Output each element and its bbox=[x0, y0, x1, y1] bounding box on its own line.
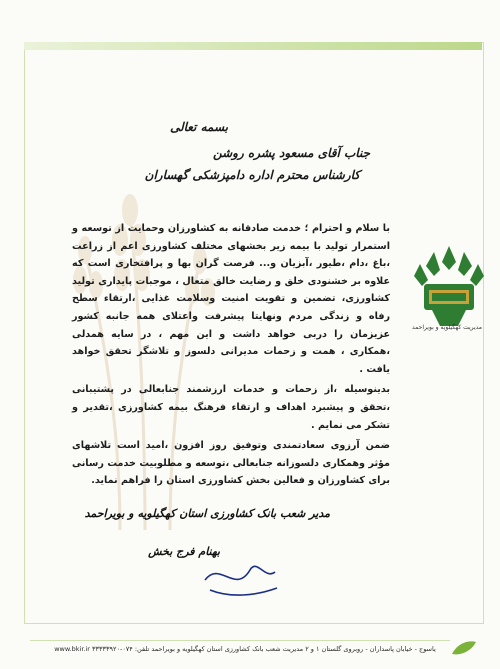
signature-icon bbox=[195, 550, 285, 600]
leaf-icon bbox=[450, 640, 478, 656]
signatory-name: بهنام فرج بخش bbox=[148, 545, 220, 558]
letter-body bbox=[72, 220, 390, 493]
basmala-heading: بسمه تعالی bbox=[169, 120, 228, 134]
body-paragraph: با سلام و احترام ؛ خدمت صادقانه به کشاورزان وحمایت از توسعه و استمرار تولید با بیمه زیر بخشهای مختلف کشاورزی اعم از زراعت ،باغ ،دام ،طیور ،آبزیان و... فرصت گران بها و پرافتخاری است که علاوه بر خشنودی خلق و رضایت خالق متعال ، موجبات پایداری تولید کشاورزی، تضمین و تقویت امنیت وسلامت غذایی ،ارتقاء سطح رفاه و زندگی مردم ونهایتا پیشرفت واعتلای همه جانبه کشور عزیزمان را دربی خواهد داشت و این مهم ، در سایه همدلی ،همکاری ، همت و زحمات مدیرانی دلسوز و تلاشگر تحقق خواهد یافت . bbox=[72, 223, 390, 375]
bank-keshavarzi-logo-icon bbox=[412, 240, 486, 330]
top-decorative-band bbox=[24, 42, 482, 50]
footer-address: یاسوج - خیابان پاسداران - روبروی گلستان ۱ و ۲ مدیریت شعب بانک کشاورزی استان کهگیلویه و بویراحمد تلفن: ۰۷۴-۳۳۳۳۳۹۲۰ www.bkir.ir bbox=[54, 645, 436, 653]
body-paragraph: ضمن آرزوی سعادتمندی وتوفیق روز افزون ،امید است تلاشهای مؤثر وهمکاری دلسوزانه جنابعالی ،توسعه و مطلوبیت خدمت رسانی برای کشاورزان و فعالین بخش کشاورزی استان را فراهم نماید. bbox=[72, 440, 390, 487]
recipient-line: جناب آقای مسعود پشره روشن bbox=[212, 146, 370, 160]
recipient-position: کارشناس محترم اداره دامپزشکی گهساران bbox=[144, 168, 360, 182]
body-paragraph: بدینوسیله ،از زحمات و خدمات ارزشمند جنابعالی در پشتیبانی ،تحقق و پیشبرد اهداف و ارتقاء فرهنگ بیمه کشاورزی ،تقدیر و تشکر می نمایم . bbox=[72, 384, 390, 431]
logo-caption: مدیریت کهگیلویه و بویراحمد bbox=[412, 324, 482, 331]
footer-divider bbox=[30, 640, 450, 641]
signatory-title: مدیر شعب بانک کشاورزی استان کهگیلویه و بویراحمد bbox=[84, 507, 330, 520]
